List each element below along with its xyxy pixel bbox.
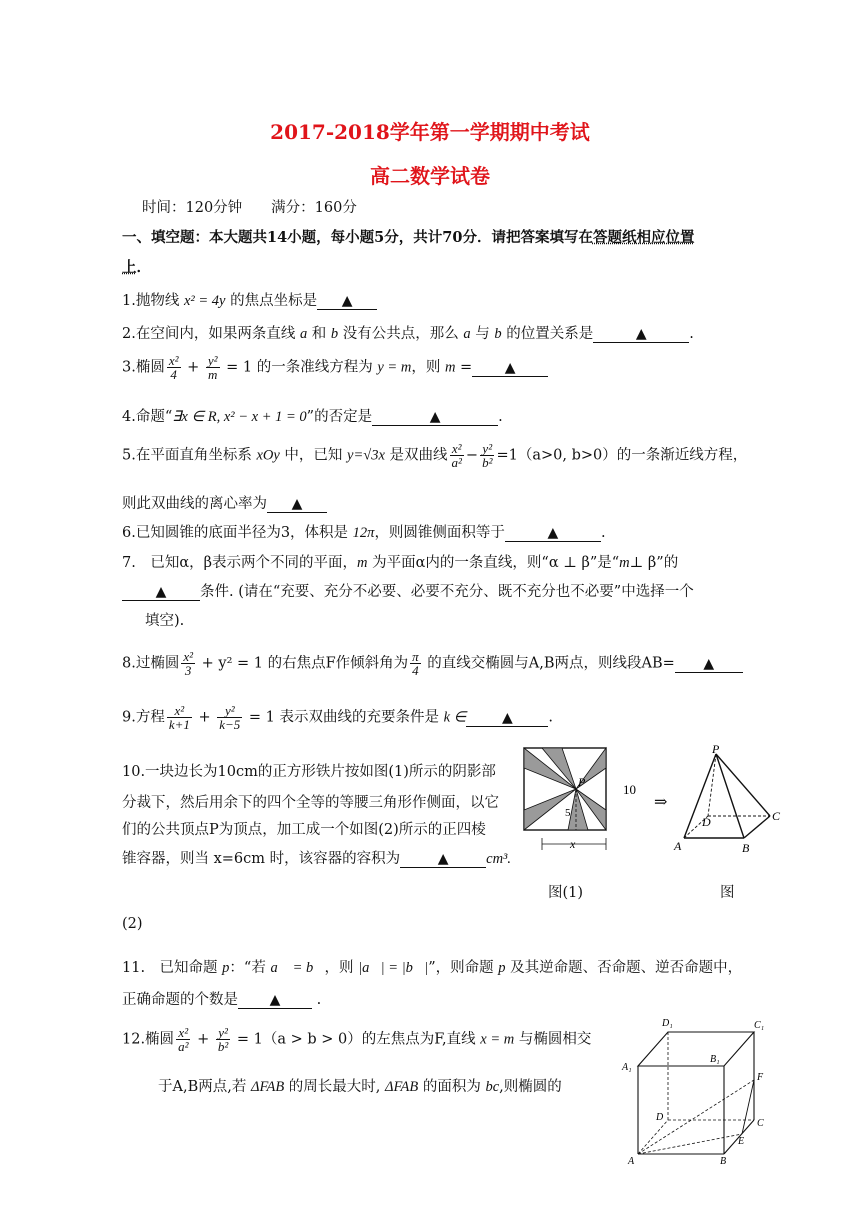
figure-2-pyramid-diagram	[670, 744, 790, 856]
cube-label-f: F	[757, 1072, 764, 1083]
cube-label-c: C	[757, 1118, 764, 1129]
fig1-label-5: 5	[565, 807, 571, 819]
cube-label-a: A	[628, 1156, 635, 1166]
fig2-label-a: A	[674, 839, 682, 853]
question-4: 4.命题“∃x ∈ R, x² − x + 1 = 0”的否定是 ▲ .	[122, 409, 503, 425]
answer-blank[interactable]: ▲	[317, 293, 377, 310]
cube-label-d: D	[656, 1112, 664, 1123]
answer-blank[interactable]: ▲	[122, 584, 200, 601]
cube-label-b1: B₁	[710, 1054, 720, 1065]
question-8: 8.过椭圆 $\frac{\text{x²}}{3}$ + y² = 1 的右焦点F作倾斜角为 $\frac{\pi}{4}$ 的直线交椭圆与A,B两点，则线段AB= ▲	[122, 650, 743, 677]
section-heading: 一、填空题：本大题共14小题，每小题5分，共计70分．请把答案填写在答题纸相应位置	[122, 229, 695, 246]
answer-blank[interactable]: ▲	[400, 851, 486, 868]
question-10-l1: 10.一块边长为10cm的正方形铁片按如图(1)所示的阴影部	[122, 764, 496, 780]
figure-1-caption: 图(1)	[548, 885, 584, 901]
question-3: 3.椭圆 $\frac{\text{x²}}{4}$ + $\frac{\text{y²}}{m}$ = 1 的一条准线方程为 y = m，则 m = ▲	[122, 354, 548, 381]
question-10-l2: 分裁下，然后用余下的四个全等的等腰三角形作侧面，以它	[122, 795, 499, 811]
answer-blank[interactable]: ▲	[466, 710, 548, 727]
question-5-cont: 则此双曲线的离心率为 ▲	[122, 492, 327, 513]
answer-blank[interactable]: ▲	[372, 409, 498, 426]
question-12: 12.椭圆 $\frac{\text{x²}}{\text{a²}}$ + $\frac{\text{y²}}{\text{b²}}$ = 1（a > b > 0）的左焦点为F,直线 x = m 与椭圆相交	[122, 1025, 592, 1054]
figure-1-square-diagram	[520, 744, 648, 864]
fig2-label-c: C	[772, 809, 781, 823]
question-6: 6.已知圆锥的底面半径为3，体积是 12π，则圆锥侧面积等于 ▲ .	[122, 525, 606, 541]
question-7-cont: ▲ 条件. (请在“充要、充分不必要、必要不充分、既不充分也不必要”中选择一个	[122, 580, 694, 601]
answer-blank[interactable]: ▲	[238, 992, 312, 1009]
answer-blank[interactable]: ▲	[472, 360, 548, 377]
figure-2-caption: 图	[720, 885, 735, 901]
cube-label-e: E	[738, 1136, 745, 1147]
question-10-l4: 锥容器，则当 x=6cm 时，该容器的容积为 ▲ cm³.	[122, 851, 512, 867]
cube-label-d1: D₁	[662, 1018, 673, 1029]
question-9: 9.方程 $\frac{\text{x²}}{k+1}$ + $\frac{\text{y²}}{k-5}$ = 1 表示双曲线的充要条件是 k ∈ ▲ .	[122, 703, 553, 732]
question-10-l3: 们的公共顶点P为顶点，加工成一个如图(2)所示的正四棱	[122, 822, 486, 838]
fig2-label-b: B	[742, 841, 750, 855]
cube-label-c1: C₁	[754, 1020, 765, 1031]
section-heading-cont: 上．	[122, 259, 151, 276]
question-5: 5.在平面直角坐标系 xOy 中，已知 y=√3x 是双曲线 $\frac{\text{x²}}{\text{a²}}$ − $\frac{\text{y²}}{\text{b²}}$ =1（a>0, b>0）的一条渐近线方程，	[122, 441, 748, 470]
fig2-label-d: D	[702, 815, 711, 829]
answer-blank[interactable]: ▲	[505, 525, 601, 542]
answer-blank[interactable]: ▲	[675, 656, 743, 673]
question-1: 1.抛物线 x² = 4y 的焦点坐标是 ▲	[122, 289, 377, 310]
question-11-cont: 正确命题的个数是 ▲ .	[122, 992, 322, 1008]
question-12-cont: 于A,B两点,若 ΔFAB 的周长最大时, ΔFAB 的面积为 bc,则椭圆的	[158, 1079, 562, 1095]
exam-meta: 时间：120分钟 满分：160分	[142, 200, 357, 216]
answer-blank[interactable]: ▲	[593, 326, 689, 343]
exam-subtitle: 高二数学试卷	[370, 164, 490, 188]
figure-2-caption-cont: (2)	[122, 916, 143, 932]
question-11: 11. 已知命题 p：“若 a⃗ = b⃗，则 |a⃗| = |b⃗|”，则命题 p 及其逆命题、否命题、逆否命题中，	[122, 960, 743, 976]
arrow-icon: ⇒	[654, 792, 668, 811]
question-7: 7. 已知α，β表示两个不同的平面，m 为平面α内的一条直线，则“α ⊥ β”是“m⊥ β”的	[122, 555, 679, 571]
exam-title: 2017-2018学年第一学期期中考试	[270, 120, 590, 144]
cube-label-b: B	[720, 1156, 727, 1166]
question-2: 2.在空间内，如果两条直线 a 和 b 没有公共点，那么 a 与 b 的位置关系是 ▲ .	[122, 326, 694, 342]
fig1-label-x: x	[570, 837, 576, 851]
figure-cube-diagram	[612, 1014, 772, 1166]
answer-blank[interactable]: ▲	[267, 496, 327, 513]
cube-label-a1: A₁	[622, 1062, 632, 1073]
fig1-label-10: 10	[623, 782, 636, 797]
fig1-label-p: P	[578, 775, 586, 789]
question-7-end: 填空).	[145, 613, 185, 629]
fig2-label-p: P	[712, 744, 720, 756]
